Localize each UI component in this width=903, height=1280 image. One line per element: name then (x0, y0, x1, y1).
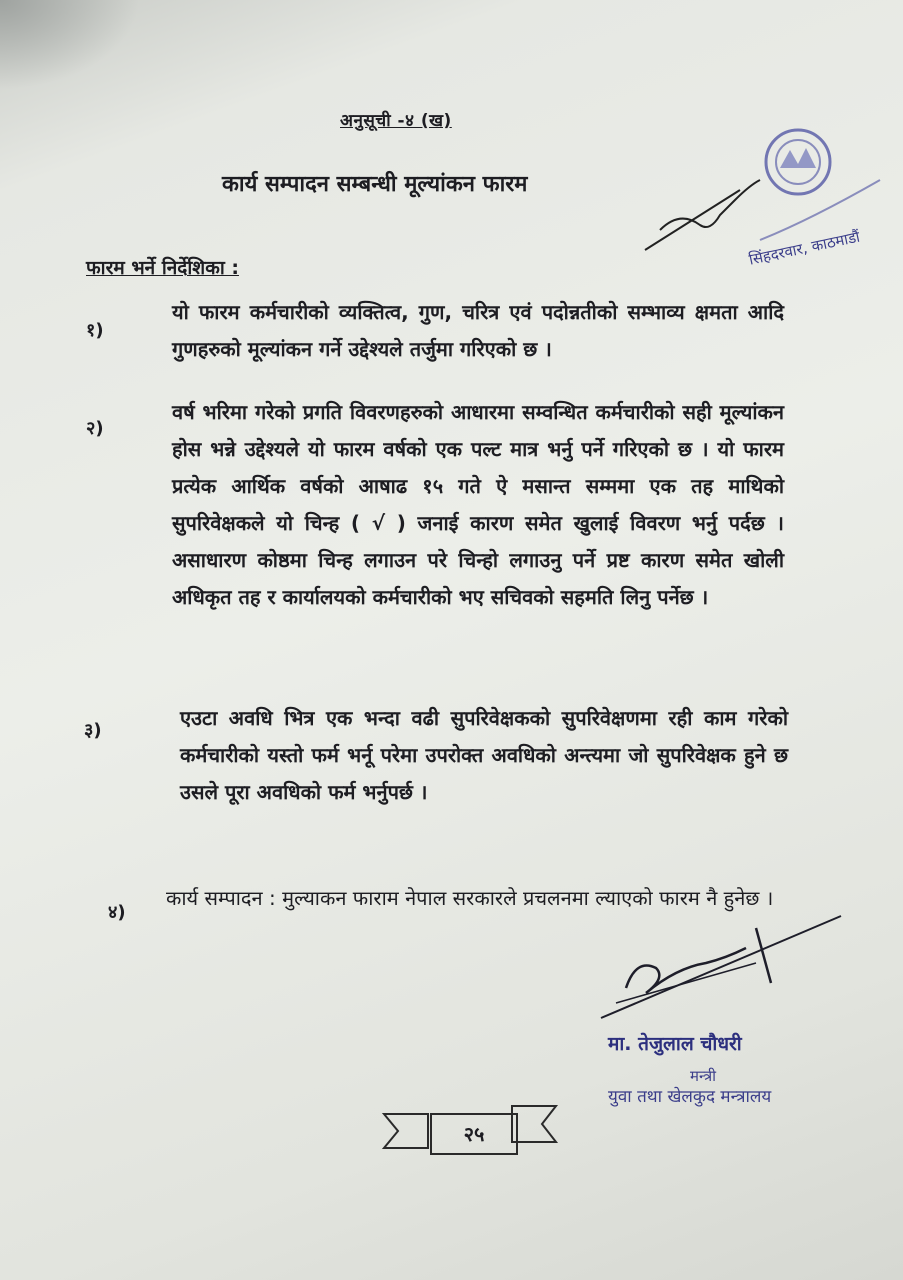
item-number: १) (86, 320, 104, 341)
item-text: कार्य सम्पादन : मुल्याकन फाराम नेपाल सरकारले प्रचलनमा ल्याएको फारम नै हुनेछ । (166, 886, 774, 910)
page-number: २५ (430, 1113, 518, 1155)
schedule-title: अनुसूची -४ (ख) (340, 111, 452, 131)
signatory-office: युवा तथा खेलकुद मन्त्रालय (608, 1087, 772, 1107)
stamp-text: सिंहदरवार, काठमाडौं (747, 227, 862, 269)
item-number: २) (86, 418, 104, 439)
instructions-heading: फारम भर्ने निर्देशिका : (86, 257, 239, 279)
signatory-post: मन्त्री (690, 1067, 717, 1085)
page-shadow (0, 0, 140, 90)
item-number: ३) (84, 720, 102, 741)
item-text: यो फारम कर्मचारीको व्यक्तित्व, गुण, चरित्र एवं पदोन्नतीको सम्भाव्य क्षमता आदि गुणहरुको मूल्यांकन गर्ने उद्देश्यले तर्जुमा गरिएको छ । (172, 300, 784, 361)
item-number: ४) (108, 902, 126, 923)
form-title: कार्य सम्पादन सम्बन्धी मूल्यांकन फारम (222, 172, 528, 197)
top-signature (640, 170, 770, 260)
item-text: एउटा अवधि भित्र एक भन्दा वढी सुपरिवेक्षकको सुपरिवेक्षणमा रही काम गरेको कर्मचारीको यस्तो फर्म भर्नू परेमा उपरोक्त अवधिको अन्त्यमा जो सुपरिवेक्षक हुने छ उसले पूरा अवधिको फर्म भर्नुपर्छ । (180, 706, 788, 804)
signatory-name: मा. तेजुलाल चौधरी (608, 1033, 742, 1055)
item-text: वर्ष भरिमा गरेको प्रगति विवरणहरुको आधारमा सम्वन्धित कर्मचारीको सही मूल्यांकन होस भन्ने उद्देश्यले यो फारम वर्षको एक पल्ट मात्र भर्नु पर्ने गरिएको छ । यो फारम प्रत्येक आर्थिक वर्षको आषाढ १५ गते ऐ मसान्त सम्ममा एक तह माथिको सुपरिवेक्षकले यो चिन्ह ( √ ) जनाई कारण समेत खुलाई विवरण भर्नु पर्दछ । असाधारण कोष्ठमा चिन्ह लगाउन परे चिन्हो लगाउनु पर्ने प्रष्ट कारण समेत खोली अधिकृत तह र कार्यालयको कर्मचारीको भए सचिवको सहमति लिनु पर्नेछ । (172, 400, 784, 609)
minister-signature (596, 908, 846, 1028)
